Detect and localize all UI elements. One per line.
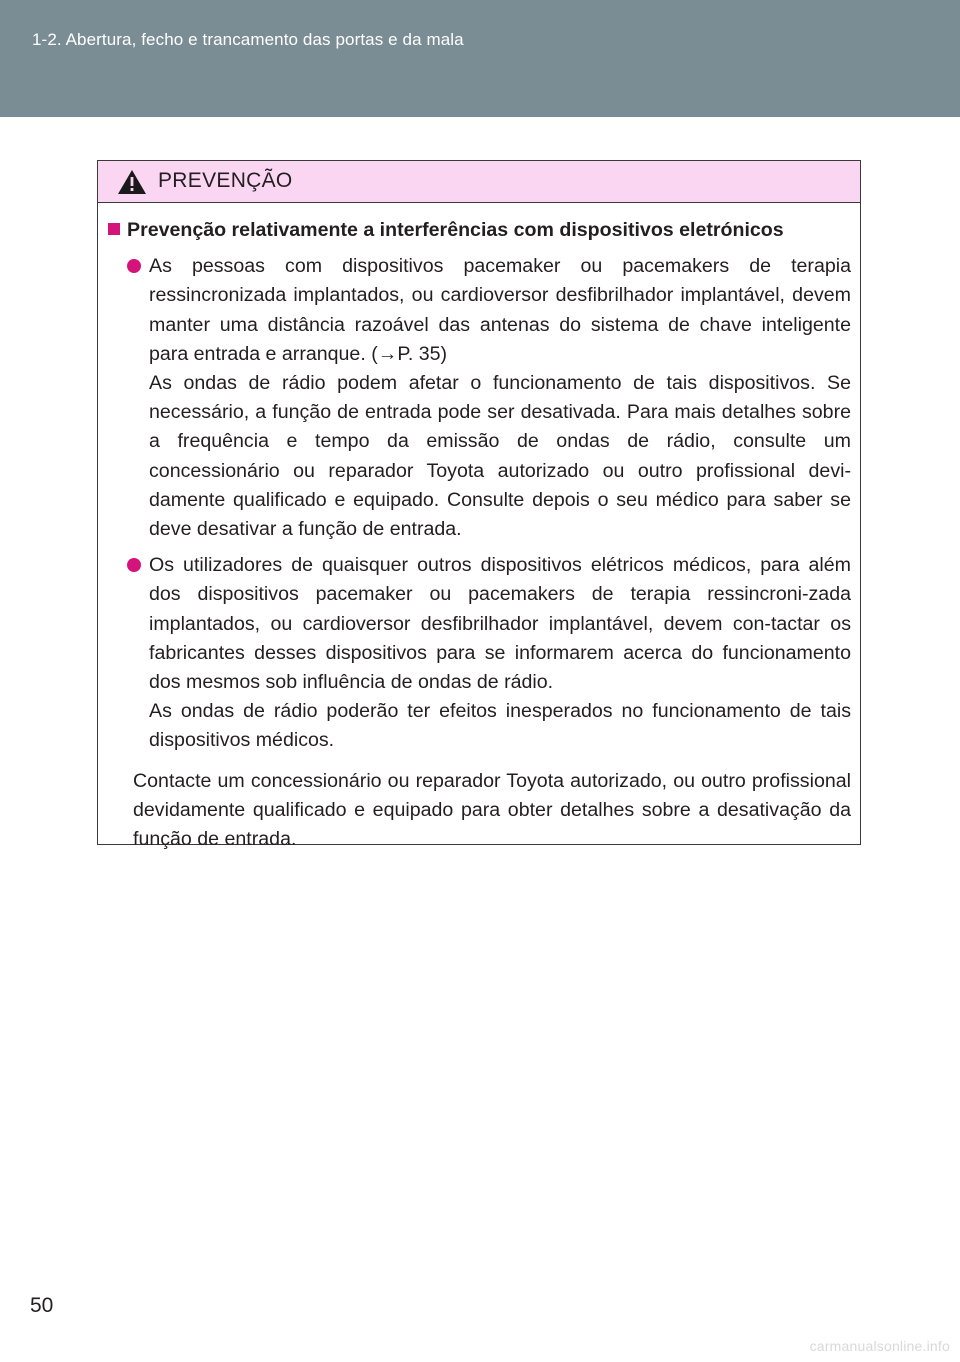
caution-subheading bbox=[108, 216, 851, 245]
list-item-paragraph: As ondas de rádio poderão ter efeitos inesperados no funcionamento de tais dispositivos médicos. bbox=[149, 700, 851, 752]
caution-box bbox=[97, 160, 861, 851]
chapter-header-band bbox=[0, 0, 960, 117]
warning-triangle-icon bbox=[117, 169, 147, 195]
list-item-paragraph: Os utilizadores de quaisquer outros dispositivos elétricos médicos, para além dos dispositivos pacemaker ou pacemakers de terapia ressincroni-zada implantados, ou cardioversor desfibrilhador implantável, devem con-tactar os fabricantes desses dispositivos para se informarem acerca do funcionamento dos mesmos sob influência de ondas de rádio. bbox=[149, 554, 851, 694]
watermark: carmanualsonline.info bbox=[809, 1338, 950, 1354]
subheading-text: Prevenção relativamente a interferências com dispositivos eletrónicos bbox=[127, 219, 784, 241]
caution-body bbox=[98, 203, 860, 854]
list-item bbox=[108, 252, 851, 544]
section-title: 1-2. Abertura, fecho e trancamento das portas e da mala bbox=[32, 30, 464, 49]
list-item-paragraph: As pessoas com dispositivos pacemaker ou pacemakers de terapia ressincronizada implantados, ou cardioversor desfibrilhador implantável, devem manter uma distância razoável das antenas do sistema de chave inteligente para entrada e arranque. (→P. 35) bbox=[149, 255, 851, 365]
list-item-paragraph: As ondas de rádio podem afetar o funcionamento de tais dispositivos. Se necessário, a função de entrada pode ser desativada. Para mais detalhes sobre a frequência e tempo da emissão de ondas de rádio, consulte um concessionário ou reparador Toyota autorizado ou outro profissional devi-damente qualificado e equipado. Consulte depois o seu médico para saber se deve desativar a função de entrada. bbox=[149, 372, 851, 541]
caution-title: PREVENÇÃO bbox=[158, 169, 293, 192]
list-item bbox=[108, 551, 851, 755]
page-number: 50 bbox=[30, 1294, 54, 1317]
round-bullet-icon bbox=[127, 558, 141, 572]
round-bullet-icon bbox=[127, 259, 141, 273]
caution-header bbox=[98, 161, 860, 203]
square-bullet-icon bbox=[108, 223, 120, 235]
closing-note: Contacte um concessionário ou reparador Toyota autorizado, ou outro profissional devidamente qualificado e equipado para obter detalhes sobre a desativação da função de entrada. bbox=[133, 769, 851, 851]
